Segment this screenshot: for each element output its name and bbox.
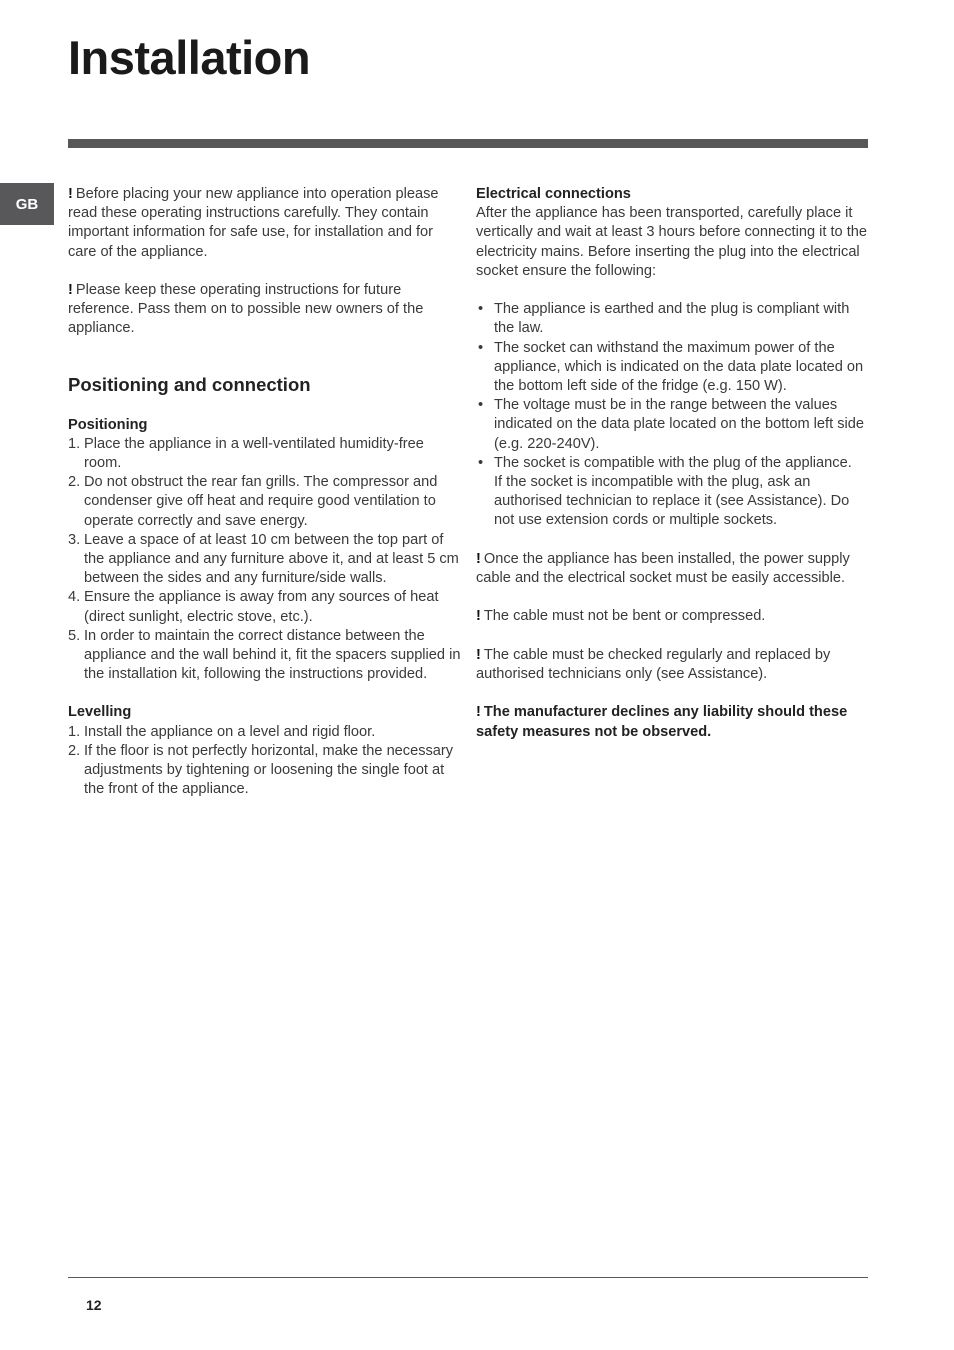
electrical-intro: After the appliance has been transported, carefully place it vertically and wait at least 3 hours before connecting it to the electricity mains. Before inserting the plug into the electrical socket ensure the following: [476,205,868,279]
footer-rule [68,1277,868,1278]
positioning-list [68,435,463,685]
item-text: In order to maintain the correct distance between the appliance and the wall behind it, fit the spacers supplied in the installation kit, following the instructions provided. [84,627,461,683]
left-column [68,185,463,799]
reference-note [68,281,463,339]
bullet-mark: • [478,397,484,414]
item-text: Place the appliance in a well-ventilated humidity-free room. [84,435,424,472]
list-item [68,435,463,473]
item-number: 1. [68,435,81,452]
positioning-heading: Positioning [68,416,148,433]
warning-mark: ! [476,550,481,567]
list-item [68,742,463,800]
item-text: The socket is compatible with the plug of the appliance. [494,454,852,471]
list-item [68,627,463,685]
item-number: 2. [68,474,81,491]
bullet-mark: • [478,301,484,318]
section-title: Positioning and connection [68,373,311,395]
note-text: The cable must not be bent or compressed. [483,608,766,625]
note-text: Once the appliance has been installed, the power supply cable and the electrical socket must be easily accessible. [476,550,850,587]
cable-note [476,607,868,626]
item-text: The socket can withstand the maximum power of the appliance, which is indicated on the data plate located on the bottom left side of the fridge (e.g. 150 W). [494,339,864,395]
levelling-list [68,723,463,800]
reference-note-text: Please keep these operating instructions for future reference. Pass them on to possible new owners of the appliance. [68,282,424,337]
inspection-note [476,646,868,684]
electrical-heading: Electrical connections [476,186,631,202]
warning-mark: ! [476,646,481,663]
note-text: The cable must be checked regularly and replaced by authorised technicians only (see Assistance). [476,646,831,683]
electrical-checklist [476,300,868,530]
list-item [476,454,868,531]
list-item [476,300,868,338]
warning-mark: ! [68,186,73,202]
bullet-mark: • [478,339,484,356]
item-text: Do not obstruct the rear fan grills. The compressor and condenser give off heat and require good ventilation to operate correctly and save energy. [84,474,438,529]
page-number: 12 [86,1297,102,1313]
language-tab: GB [0,183,54,225]
item-text: Install the appliance on a level and rigid floor. [84,723,376,740]
page-title: Installation [68,31,311,84]
warning-mark: ! [68,282,73,298]
item-text: The voltage must be in the range between the values indicated on the data plate located on the bottom left side (e.g. 220-240V). [494,397,864,452]
item-number: 3. [68,531,81,548]
header-rule [68,139,868,148]
accessibility-note [476,550,868,588]
item-number: 5. [68,627,81,644]
intro-note-text: Before placing your new appliance into operation please read these operating instructions carefully. They contain important information for safe use, for installation and for care of the appliance. [68,186,439,260]
item-number: 4. [68,589,81,606]
intro-note [68,185,463,262]
item-text: If the floor is not perfectly horizontal, make the necessary adjustments by tightening or loosening the single foot at the front of the appliance. [84,742,454,798]
list-item [68,531,463,589]
item-text: Ensure the appliance is away from any sources of heat (direct sunlight, electric stove, etc.). [84,589,439,625]
list-item [68,588,463,626]
item-text: Leave a space of at least 10 cm between the top part of the appliance and any furniture above it, and at least 5 cm between the sides and any furniture/side walls. [84,531,459,587]
liability-note [476,703,868,741]
list-item [68,473,463,531]
list-item [476,339,868,397]
right-column [476,185,868,742]
bullet-mark: • [478,454,484,471]
note-text: The manufacturer declines any liability should these safety measures not be observed. [476,704,848,740]
levelling-heading: Levelling [68,704,132,721]
warning-mark: ! [476,608,481,625]
item-text: The appliance is earthed and the plug is compliant with the law. [494,301,850,337]
list-item [476,396,868,454]
warning-mark: ! [476,704,481,721]
item-number: 2. [68,742,81,759]
list-item [68,723,463,742]
item-extra-text: If the socket is incompatible with the plug, ask an authorised technician to replace it (see Assistance). Do not use extension cords or multiple sockets. [494,474,850,529]
item-number: 1. [68,723,81,740]
